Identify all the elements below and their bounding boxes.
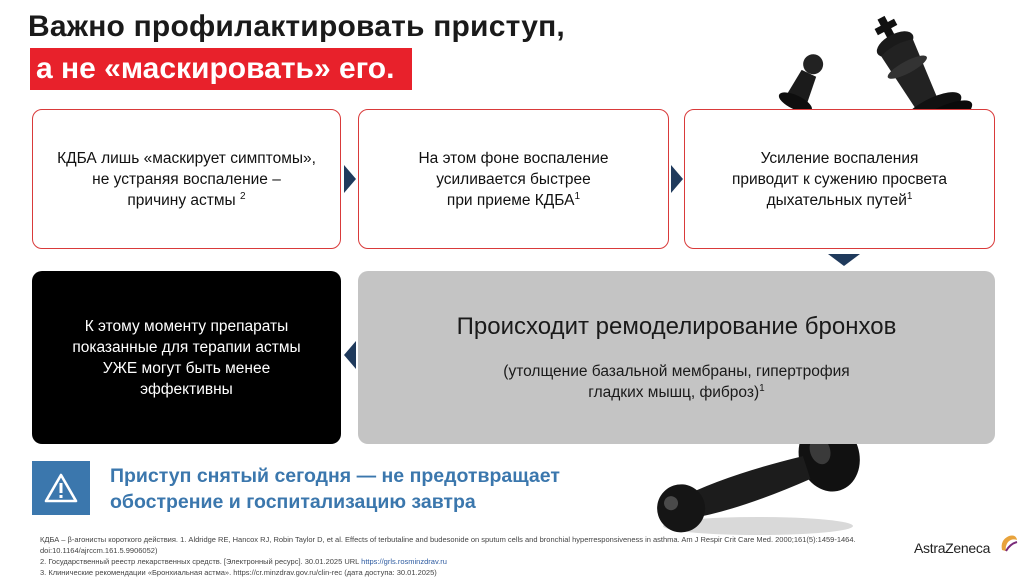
box2-line1: На этом фоне воспаление bbox=[418, 149, 609, 167]
black-line4: эффективны bbox=[140, 380, 233, 398]
box1-sup: 2 bbox=[240, 190, 246, 202]
black-line2: показанные для терапии астмы bbox=[72, 338, 301, 356]
footnote-line2: doi:10.1164/ajrccm.161.5.9906052) bbox=[40, 546, 158, 555]
box1-line1: КДБА лишь «маскирует симптомы», bbox=[57, 149, 316, 167]
slide-title-line2: а не «маскировать» его. bbox=[30, 48, 412, 90]
grls-link[interactable]: https://grls.rosminzdrav.ru bbox=[361, 557, 447, 566]
box-drugs-less-effective bbox=[32, 271, 341, 444]
box-kdba-masks-symptoms bbox=[32, 109, 341, 249]
box1-line3: причину астмы bbox=[127, 191, 236, 209]
box3-line3: дыхательных путей bbox=[766, 191, 907, 209]
footnote-line3: 2. Государственный реестр лекарственных средств. [Электронный ресурс]. 30.01.2025 URL bbox=[40, 557, 360, 566]
footnote-line4: 3. Клинические рекомендации «Бронхиальная астма». https://cr.minzdrav.gov.ru/clin-rec (дата доступа: 30.01.2025) bbox=[40, 568, 437, 577]
arrow-left-icon bbox=[344, 341, 356, 369]
black-line1: К этому моменту препараты bbox=[84, 317, 289, 335]
astrazeneca-logo-text: AstraZeneca bbox=[914, 540, 991, 556]
box2-sup: 1 bbox=[574, 190, 581, 202]
arrow-down-icon bbox=[828, 254, 860, 266]
box-bronchial-remodeling bbox=[358, 271, 995, 444]
footnotes bbox=[40, 534, 900, 578]
box2-line2: усиливается быстрее bbox=[436, 170, 591, 188]
box2-line3: при приеме КДБА bbox=[446, 191, 575, 209]
remodeling-sub2: гладких мышц, фиброз) bbox=[588, 383, 760, 401]
box-airway-narrowing bbox=[684, 109, 995, 249]
warning-triangle-icon bbox=[44, 473, 78, 503]
arrow-right-icon bbox=[344, 165, 356, 193]
box3-line2: приводит к сужению просвета bbox=[731, 170, 948, 188]
remodeling-sup: 1 bbox=[759, 382, 765, 394]
warning-message bbox=[110, 463, 560, 515]
warning-line2: обострение и госпитализацию завтра bbox=[110, 491, 476, 513]
warning-line1: Приступ снятый сегодня — не предотвращает bbox=[110, 465, 560, 487]
remodeling-heading: Происходит ремоделирование бронхов bbox=[456, 312, 897, 340]
box3-sup: 1 bbox=[906, 190, 913, 202]
arrow-right-icon bbox=[671, 165, 683, 193]
slide-title-line1: Важно профилактировать приступ, bbox=[28, 10, 565, 43]
astrazeneca-logo-icon bbox=[998, 532, 1020, 554]
footnote-line1: КДБА – β-агонисты короткого действия. 1. Aldridge RE, Hancox RJ, Robin Taylor D, et al. Effects of terbutaline and budesonide on sputum cells and bronchial hyperresponsiveness in asthma. Am J Respir Crit Care Med. 2000;161(5):1459-1464. bbox=[40, 535, 856, 544]
black-line3: УЖЕ могут быть менее bbox=[102, 359, 271, 377]
box3-line1: Усиление воспаления bbox=[760, 149, 919, 167]
remodeling-sub1: (утолщение базальной мембраны, гипертрофия bbox=[503, 362, 850, 380]
box1-line2: не устраняя воспаление – bbox=[92, 170, 281, 188]
warning-badge bbox=[32, 461, 90, 515]
box-inflammation-increases bbox=[358, 109, 669, 249]
